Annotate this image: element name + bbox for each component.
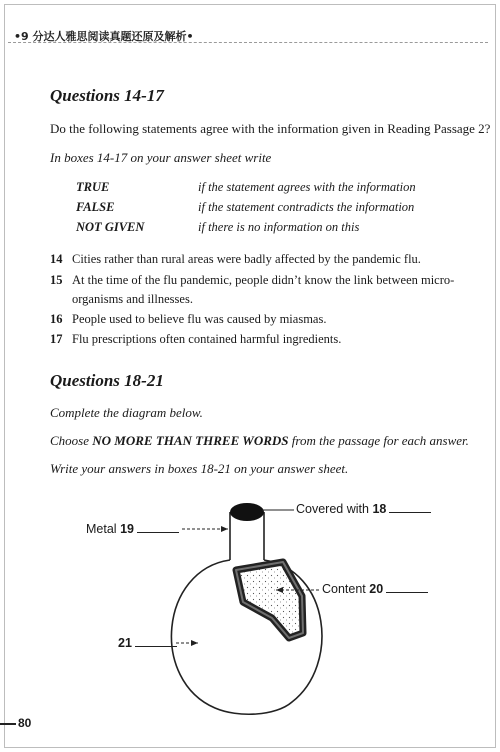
flask-diagram xyxy=(0,490,500,720)
label-21 xyxy=(118,636,177,650)
question-text: People used to believe flu was caused by miasmas. xyxy=(72,312,327,326)
question-item xyxy=(50,332,341,347)
legend-meaning: if there is no information on this xyxy=(198,220,360,234)
question-text-continued: organisms and illnesses. xyxy=(72,292,193,306)
label-content: Content 20 xyxy=(322,582,428,596)
flask-content xyxy=(236,562,303,638)
diagram-instruction-2: Choose NO MORE THAN THREE WORDS from the passage for each answer. xyxy=(50,433,469,448)
page-number: 80 xyxy=(0,716,31,730)
blank-number: 18 xyxy=(372,502,387,516)
label-covered-with: Covered with 18 xyxy=(296,502,431,516)
answer-blank-20[interactable] xyxy=(386,592,428,593)
word-limit: NO MORE THAN THREE WORDS xyxy=(92,433,289,448)
running-header: •9 分达人雅思阅读真题还原及解析• xyxy=(14,30,194,43)
header-rule xyxy=(8,42,488,43)
legend-meaning: if the statement contradicts the information xyxy=(198,200,415,214)
diagram-instruction-3: Write your answers in boxes 18-21 on your answer sheet. xyxy=(50,461,349,476)
legend-row xyxy=(76,220,359,235)
answer-blank-19[interactable] xyxy=(137,532,179,533)
question-number: 15 xyxy=(50,273,63,287)
legend-term: NOT GIVEN xyxy=(76,220,145,234)
question-number: 14 xyxy=(50,252,63,266)
legend-meaning: if the statement agrees with the information xyxy=(198,180,416,194)
section-heading-18-21: Questions 18-21 xyxy=(50,371,164,390)
section-heading-14-17: Questions 14-17 xyxy=(50,86,164,105)
question-text: At the time of the flu pandemic, people didn’t know the link between micro- xyxy=(72,273,455,287)
question-text: Cities rather than rural areas were badly affected by the pandemic flu. xyxy=(72,252,421,266)
blank-number: 21 xyxy=(118,636,132,650)
sub-instruction-text: In boxes 14-17 on your answer sheet write xyxy=(50,150,272,165)
instruction-text: Do the following statements agree with the information given in Reading Passage 2? xyxy=(50,121,491,136)
legend-term: TRUE xyxy=(76,180,110,194)
answer-blank-18[interactable] xyxy=(389,512,431,513)
answer-blank-21[interactable] xyxy=(135,646,177,647)
legend-row xyxy=(76,180,416,195)
legend-term: FALSE xyxy=(76,200,115,214)
footer-dash xyxy=(0,723,16,725)
question-item xyxy=(50,312,326,327)
label-metal: Metal 19 xyxy=(86,522,179,536)
legend-row xyxy=(76,200,414,215)
blank-number: 19 xyxy=(120,522,134,536)
flask-stopper xyxy=(230,503,264,521)
question-item xyxy=(50,273,454,288)
diagram-instruction-1: Complete the diagram below. xyxy=(50,405,203,420)
question-number: 17 xyxy=(50,332,63,346)
question-number: 16 xyxy=(50,312,63,326)
question-text: Flu prescriptions often contained harmful ingredients. xyxy=(72,332,342,346)
question-item xyxy=(50,252,421,267)
blank-number: 20 xyxy=(369,582,384,596)
